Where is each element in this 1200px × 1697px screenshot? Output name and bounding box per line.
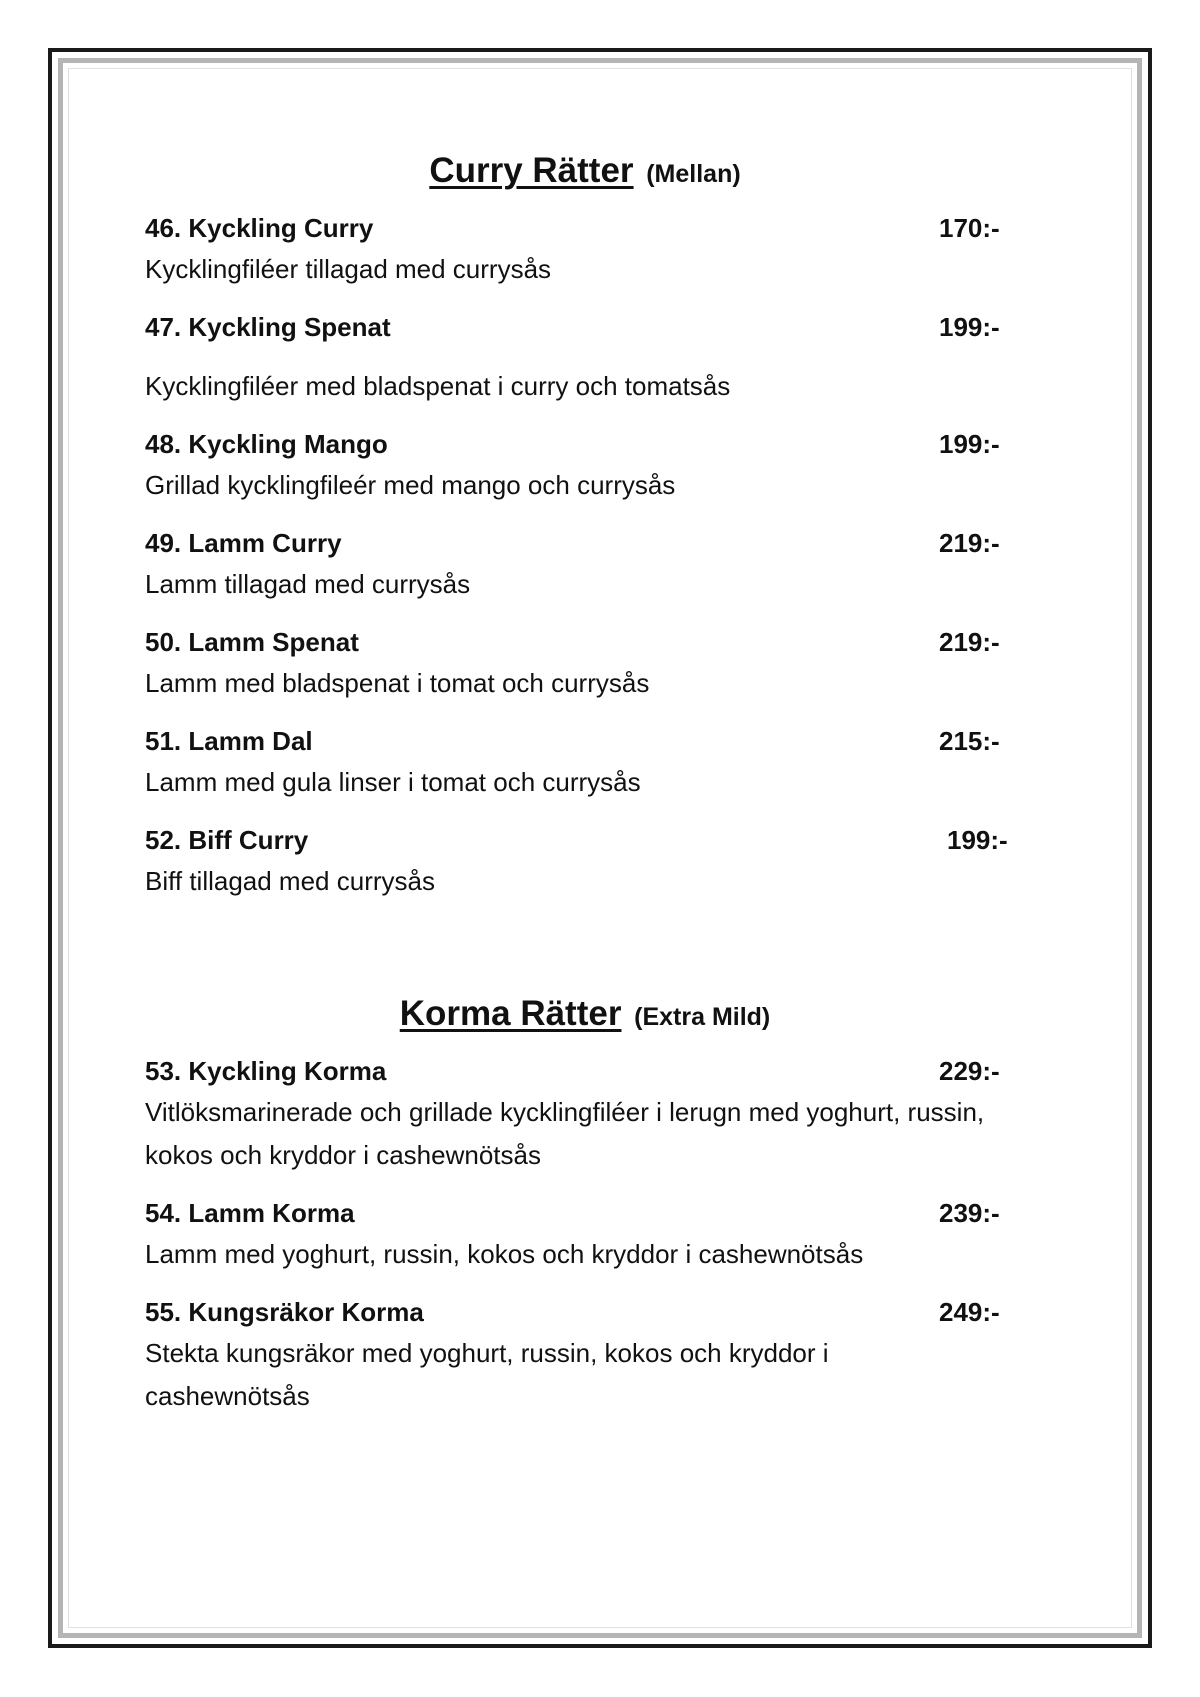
menu-item xyxy=(145,424,1025,507)
menu-item xyxy=(145,820,1025,903)
item-name: 52. Biff Curry xyxy=(145,825,309,855)
item-name: 55. Kungsräkor Korma xyxy=(145,1297,424,1327)
section-korma xyxy=(145,993,1025,1418)
item-description: Kycklingfiléer tillagad med currysås xyxy=(145,254,552,284)
item-price: 219:- xyxy=(939,627,1000,657)
section-title-sub: (Mellan) xyxy=(646,160,741,188)
menu-item xyxy=(145,307,1025,408)
item-name: 51. Lamm Dal xyxy=(145,726,313,756)
menu-content xyxy=(145,150,1025,1434)
menu-item xyxy=(145,1051,1025,1177)
item-description: Lamm med yoghurt, russin, kokos och kryddor i cashewnötsås xyxy=(145,1239,864,1269)
item-price: 199:- xyxy=(939,312,1000,342)
section-title-main: Korma Rätter xyxy=(399,994,622,1033)
item-name: 46. Kyckling Curry xyxy=(145,213,374,243)
item-price: 239:- xyxy=(939,1198,1000,1228)
item-description: Lamm tillagad med currysås xyxy=(145,569,471,599)
menu-item xyxy=(145,1193,1025,1276)
item-price: 219:- xyxy=(939,528,1000,558)
menu-item xyxy=(145,523,1025,606)
item-price: 199:- xyxy=(939,429,1000,459)
item-name: 49. Lamm Curry xyxy=(145,528,342,558)
section-title xyxy=(145,150,1025,192)
item-price: 229:- xyxy=(939,1056,1000,1086)
item-description: Vitlöksmarinerade och grillade kycklingfiléer i lerugn med yoghurt, russin, kokos och kryddor i cashewnötsås xyxy=(145,1097,985,1170)
item-name: 54. Lamm Korma xyxy=(145,1198,355,1228)
item-description: Lamm med bladspenat i tomat och currysås xyxy=(145,668,650,698)
item-price: 170:- xyxy=(939,213,1000,243)
item-description: Stekta kungsräkor med yoghurt, russin, kokos och kryddor i cashewnötsås xyxy=(145,1338,829,1411)
item-description: Lamm med gula linser i tomat och currysås xyxy=(145,767,641,797)
item-description: Grillad kycklingfileér med mango och currysås xyxy=(145,470,676,500)
item-name: 47. Kyckling Spenat xyxy=(145,312,391,342)
menu-item xyxy=(145,208,1025,291)
section-title xyxy=(145,993,1025,1035)
item-description: Kycklingfiléer med bladspenat i curry och tomatsås xyxy=(145,371,731,401)
item-name: 48. Kyckling Mango xyxy=(145,429,388,459)
item-price: 199:- xyxy=(947,825,1008,855)
item-description: Biff tillagad med currysås xyxy=(145,866,435,896)
item-price: 249:- xyxy=(939,1297,1000,1327)
menu-item xyxy=(145,721,1025,804)
section-title-main: Curry Rätter xyxy=(429,151,634,190)
item-name: 50. Lamm Spenat xyxy=(145,627,359,657)
item-price: 215:- xyxy=(939,726,1000,756)
item-name: 53. Kyckling Korma xyxy=(145,1056,387,1086)
menu-item xyxy=(145,1292,1025,1418)
menu-item xyxy=(145,622,1025,705)
section-curry xyxy=(145,150,1025,903)
section-title-sub: (Extra Mild) xyxy=(634,1003,771,1031)
